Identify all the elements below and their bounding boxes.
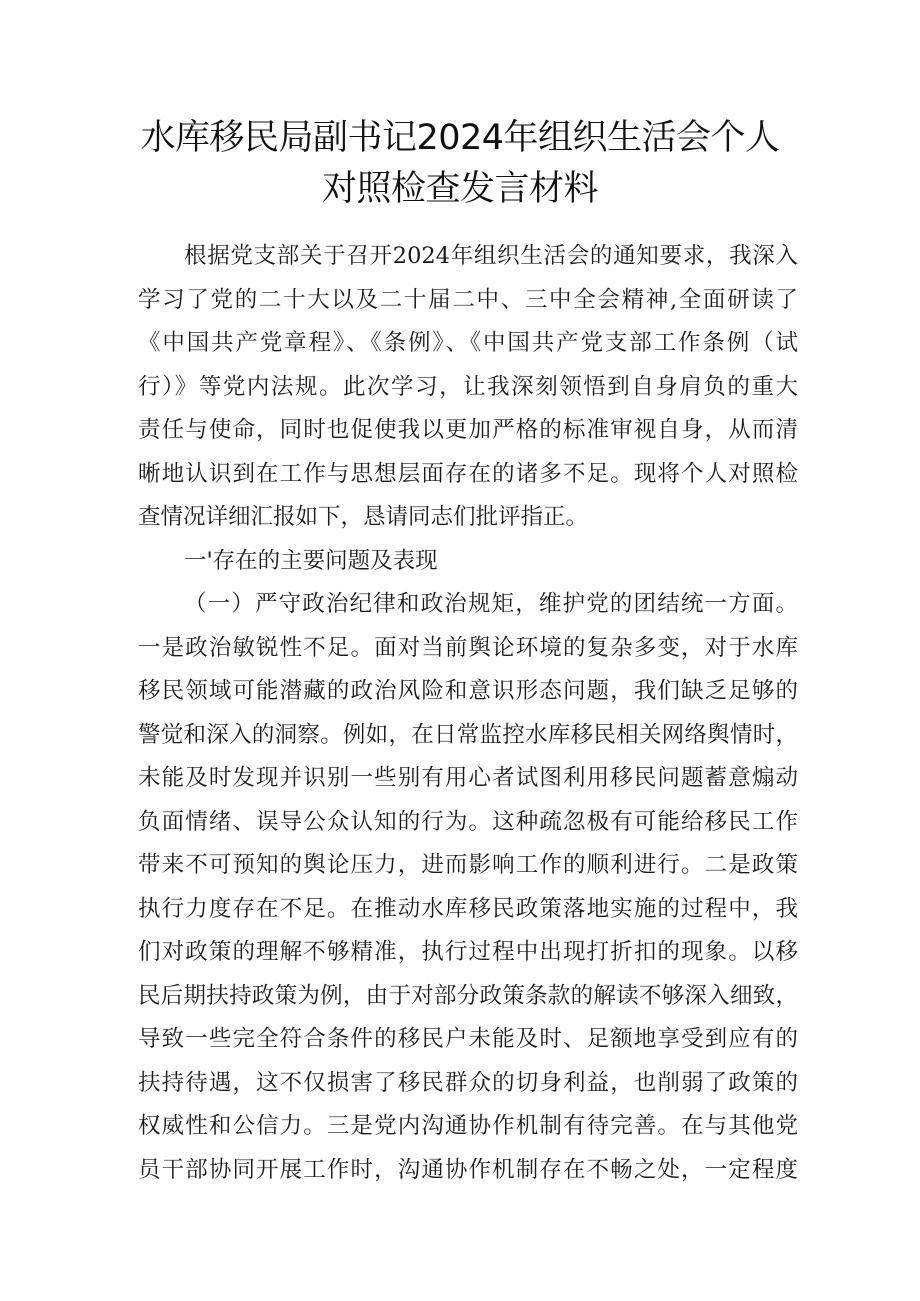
body-text-line: 执行力度存在不足。在推动水库移民政策落地实施的过程中，我: [138, 895, 798, 922]
body-text-line: 员干部协同开展工作时，沟通协作机制存在不畅之处，一定程度: [138, 1156, 798, 1183]
document-title-line-2: 对照检查发言材料: [321, 169, 598, 209]
body-text-line: 带来不可预知的舆论压力，进而影响工作的顺利进行。二是政策: [138, 852, 798, 878]
body-text-line: 学习了党的二十大以及二十届二中、三中全会精神,全面研读了: [138, 286, 798, 313]
body-text-line: 查情况详细汇报如下，恳请同志们批评指正。: [138, 504, 589, 530]
body-text-line: 晰地认识到在工作与思想层面存在的诸多不足。现将个人对照检: [138, 460, 798, 487]
body-text-line: 们对政策的理解不够精准，执行过程中出现打折扣的现象。以移: [138, 939, 798, 965]
body-text-line: 行）》等党内法规。此次学习，让我深刻领悟到自身肩负的重大: [138, 373, 798, 400]
body-text-line: 根据党支部关于召开2024年组织生活会的通知要求，我深入: [184, 243, 798, 269]
body-text-line: 移民领域可能潜藏的政治风险和意识形态问题，我们缺乏足够的: [138, 678, 798, 704]
document-title-line-1: 水库移民局副书记2024年组织生活会个人: [140, 118, 780, 158]
body-text-line: 未能及时发现并识别一些别有用心者试图利用移民问题蓄意煽动: [138, 765, 798, 791]
body-text-line: 导致一些完全符合条件的移民户未能及时、足额地享受到应有的: [138, 1026, 798, 1052]
body-text-line: 权威性和公信力。三是党内沟通协作机制有待完善。在与其他党: [138, 1113, 798, 1139]
section-heading: 一'存在的主要问题及表现: [184, 547, 438, 574]
body-text-line: （一）严守政治纪律和政治规矩，维护党的团结统一方面。: [184, 591, 798, 617]
body-text-line: 民后期扶持政策为例，由于对部分政策条款的解读不够深入细致，: [138, 982, 798, 1009]
body-text-line: 负面情绪、误导公众认知的行为。这种疏忽极有可能给移民工作: [138, 808, 798, 835]
body-text-line: 扶持待遇，这不仅损害了移民群众的切身利益，也削弱了政策的: [138, 1069, 798, 1096]
body-text-line: 警觉和深入的洞察。例如，在日常监控水库移民相关网络舆情时，: [138, 721, 798, 748]
body-text-line: 一是政治敏锐性不足。面对当前舆论环境的复杂多变，对于水库: [138, 634, 798, 661]
body-text-line: 责任与使命，同时也促使我以更加严格的标准审视自身，从而清: [138, 417, 798, 443]
body-text-line: 《中国共产党章程》、《条例》、《中国共产党支部工作条例（试: [138, 330, 798, 356]
document-body: [138, 235, 798, 1192]
